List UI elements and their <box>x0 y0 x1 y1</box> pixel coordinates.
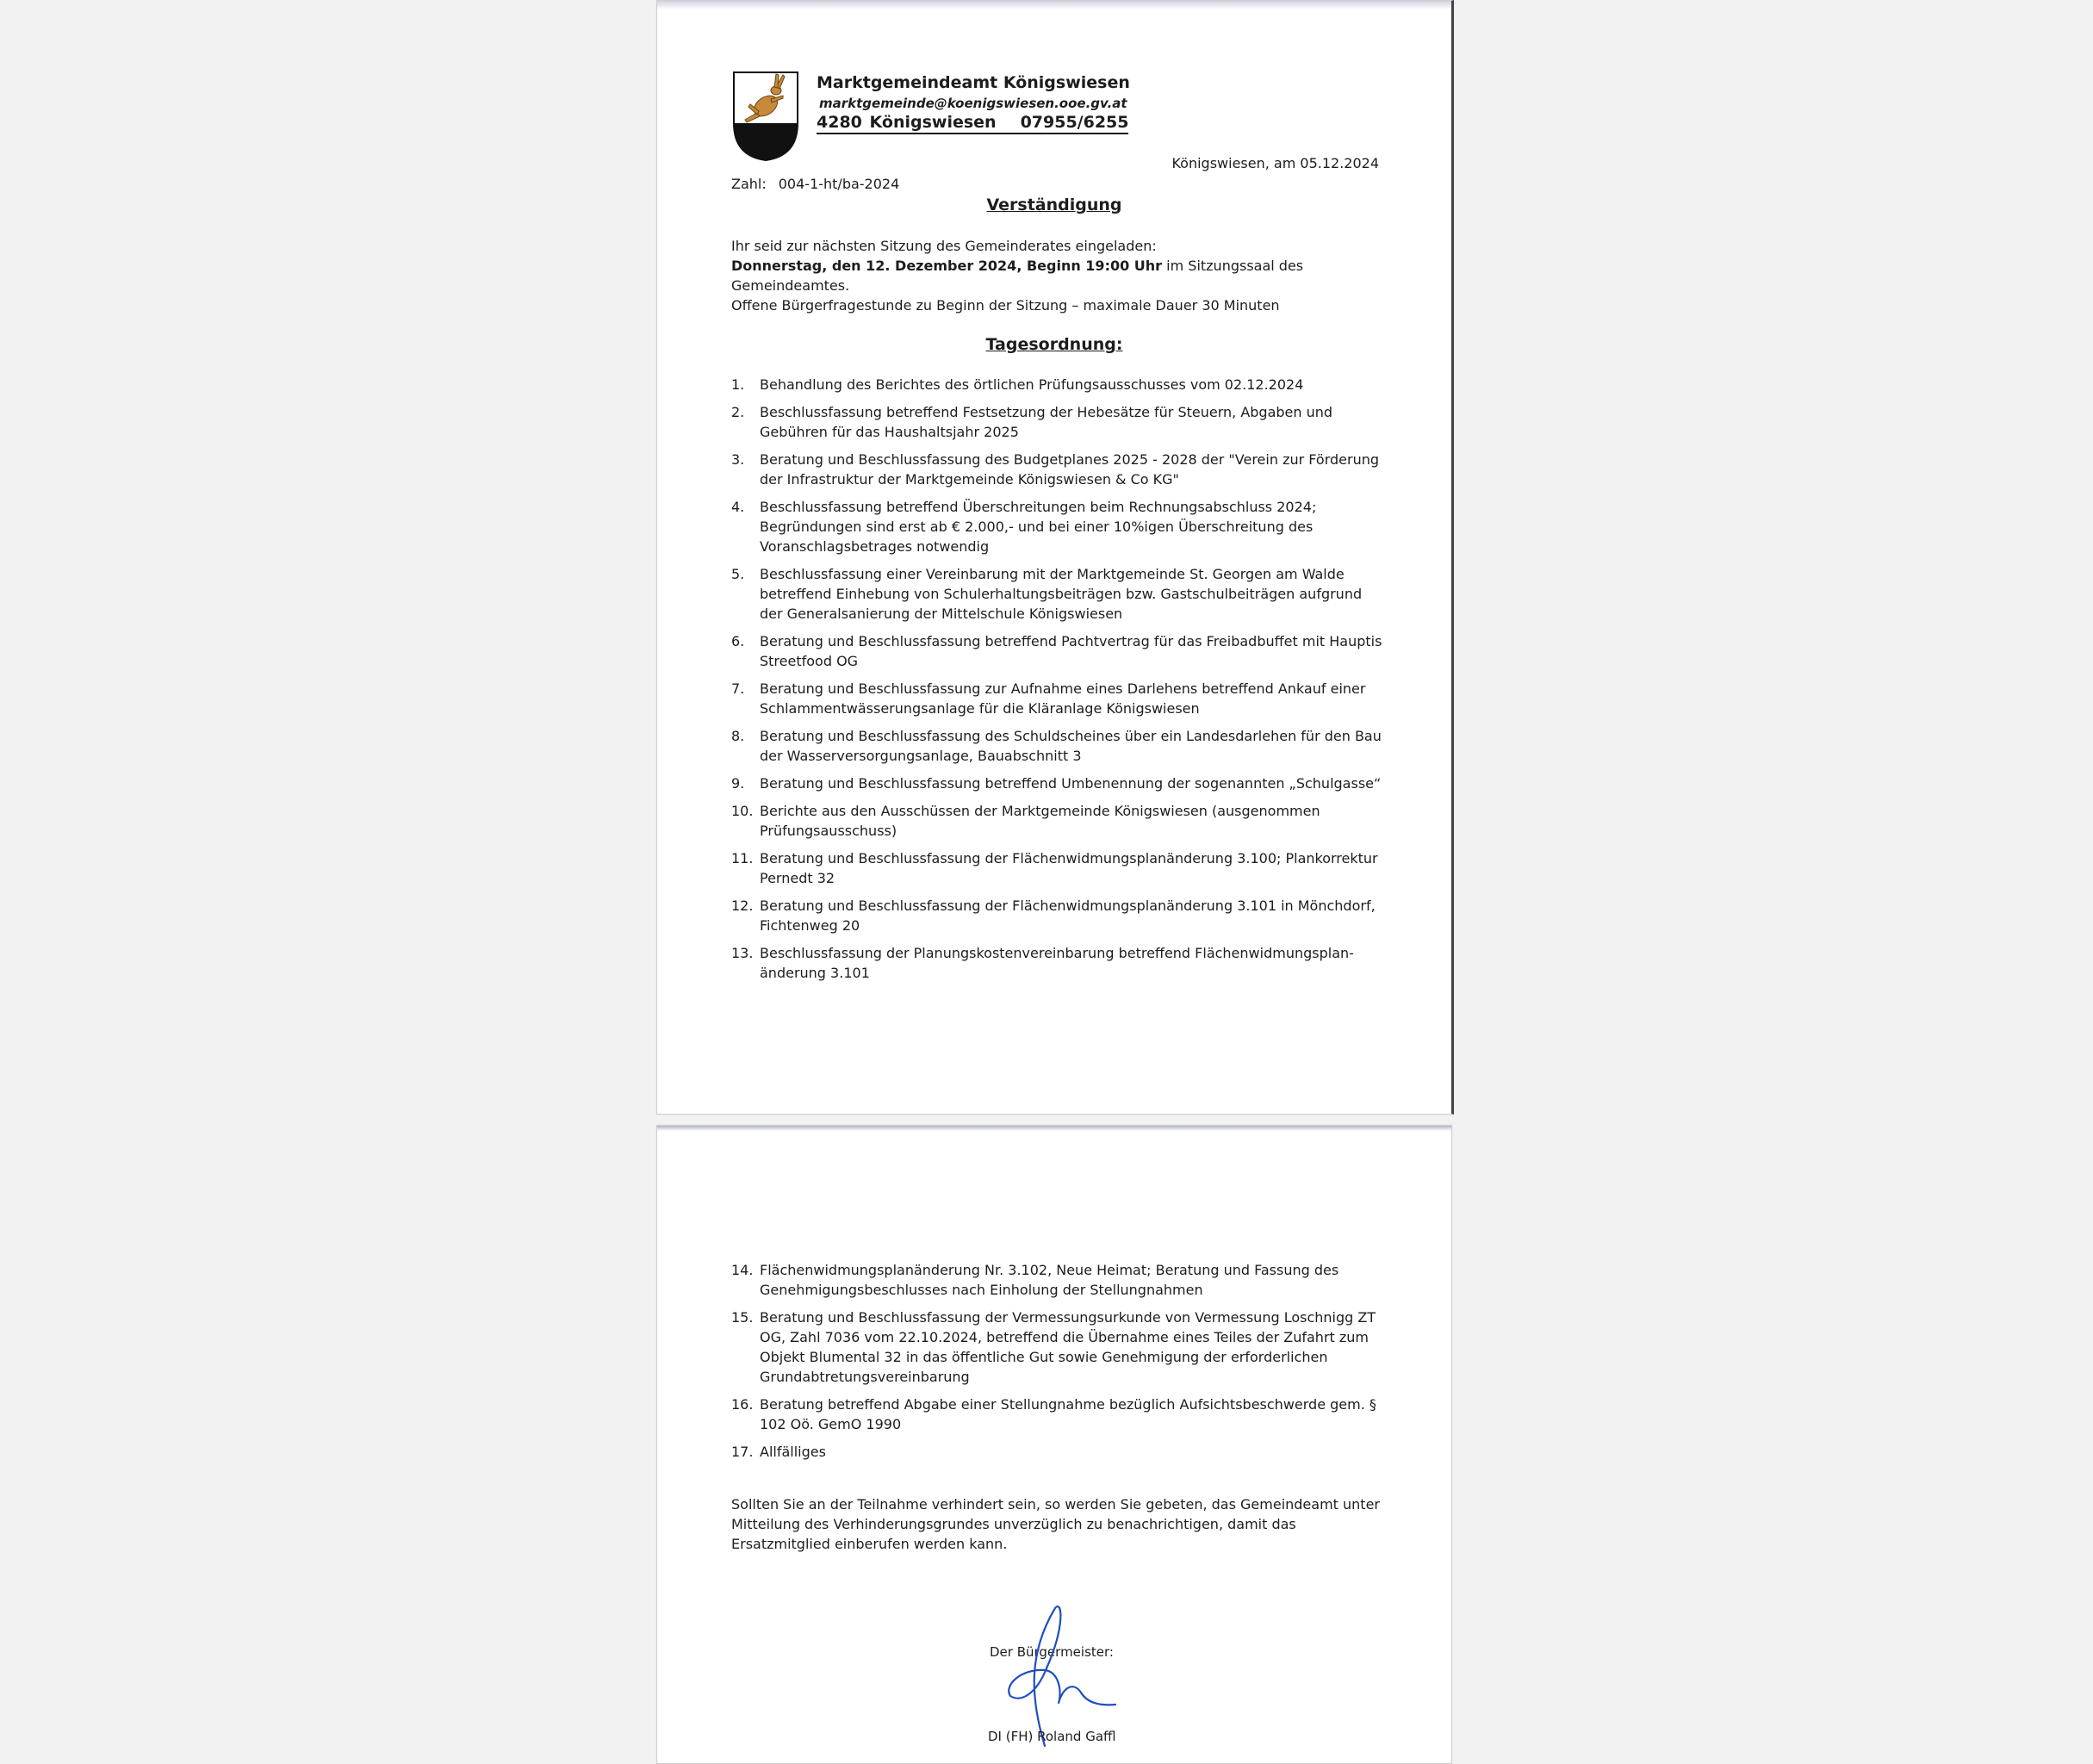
agenda-item-text: Beschlussfassung betreffend Überschreitungen beim Rechnungsabschluss 2024; Begründungen sind erst ab € 2.000,- und bei einer 10%igen Überschreitung des Voranschlagsbetrages notwendig <box>760 499 1317 555</box>
agenda-item <box>731 848 1382 888</box>
agenda-item-number: 14. <box>731 1262 754 1278</box>
agenda-item-number: 10. <box>731 803 754 819</box>
question-time-note: Offene Bürgerfragestunde zu Beginn der Sitzung – maximale Dauer 30 Minuten <box>731 297 1280 314</box>
reference-label: Zahl: <box>731 176 767 192</box>
agenda-item-number: 7. <box>731 680 745 697</box>
agenda-item <box>731 402 1382 442</box>
agenda-item <box>731 1442 1382 1462</box>
invitation-text <box>731 236 1382 295</box>
meeting-date: Donnerstag, den 12. Dezember 2024, Beginn 19:00 Uhr <box>731 258 1163 274</box>
document-title: Verständigung <box>986 196 1122 214</box>
phone-number: 07955/6255 <box>1020 113 1129 132</box>
signature-label: Der Bürgermeister: <box>990 1644 1114 1660</box>
agenda-item-number: 3. <box>731 451 745 468</box>
agenda-item-text: Allfälliges <box>760 1444 826 1460</box>
agenda-item-text: Behandlung des Berichtes des örtlichen Prüfungsausschusses vom 02.12.2024 <box>760 376 1304 393</box>
agenda-item-text: Beschlussfassung betreffend Festsetzung der Hebesätze für Steuern, Abgaben und Gebühren für das Haushaltsjahr 2025 <box>760 404 1333 440</box>
scan-edge <box>657 1126 1451 1131</box>
agenda-item-number: 9. <box>731 775 745 792</box>
agenda-item <box>731 1394 1382 1434</box>
agenda-item-text: Beschlussfassung einer Vereinbarung mit der Marktgemeinde St. Georgen am Walde betreffend Einhebung von Schulerhaltungsbeiträgen bzw. Gastschulbeiträgen aufgrund der Generalsanierung der Mittelschule Königswiesen <box>760 566 1363 622</box>
agenda-item-text: Berichte aus den Ausschüssen der Marktgemeinde Königswiesen (ausgenommen Prüfungsausschuss) <box>760 803 1320 839</box>
office-email: marktgemeinde@koenigswiesen.ooe.gv.at <box>819 96 1127 111</box>
agenda-item-number: 1. <box>731 376 745 393</box>
agenda-item <box>731 631 1382 671</box>
agenda-item-text: Beratung betreffend Abgabe einer Stellungnahme bezüglich Aufsichtsbeschwerde gem. § 102 Oö. GemO 1990 <box>760 1396 1376 1432</box>
agenda-title: Tagesordnung: <box>985 335 1123 354</box>
document-page-2 <box>656 1125 1452 1764</box>
agenda-item-number: 4. <box>731 499 745 515</box>
agenda-item-number: 8. <box>731 728 745 744</box>
agenda-item-number: 11. <box>731 850 754 866</box>
agenda-item-text: Beschlussfassung der Planungskostenvereinbarung betreffend Flächenwidmungsplan-änderung 3.101 <box>760 945 1354 981</box>
agenda-item <box>731 801 1382 841</box>
office-name: Marktgemeindeamt Königswiesen <box>817 73 1130 92</box>
agenda-item <box>731 1260 1382 1300</box>
reference-number <box>731 176 899 192</box>
closing-text: Sollten Sie an der Teilnahme verhindert sein, so werden Sie gebeten, das Gemeindeamt unter Mitteilung des Verhinderungsgrundes unverzüglich zu benachrichtigen, damit das Ersatzmitglied einberufen werden kann. <box>731 1496 1380 1552</box>
reference-value: 004-1-ht/ba-2024 <box>778 176 900 192</box>
agenda-item-number: 15. <box>731 1309 754 1326</box>
document-page-1 <box>656 0 1454 1115</box>
agenda-item-text: Beratung und Beschlussfassung des Schuldscheines über ein Landesdarlehen für den Bau der Wasserversorgungsanlage, Bauabschnitt 3 <box>760 728 1382 764</box>
agenda-item-text: Beratung und Beschlussfassung der Flächenwidmungsplanänderung 3.101 in Mönchdorf, Fichtenweg 20 <box>760 898 1376 934</box>
place-date: Königswiesen, am 05.12.2024 <box>1171 155 1379 171</box>
agenda-item-text: Beratung und Beschlussfassung betreffend Umbenennung der sogenannten „Schulgasse“ <box>760 775 1382 792</box>
agenda-item-text: Flächenwidmungsplanänderung Nr. 3.102, Neue Heimat; Beratung und Fassung des Genehmigungsbeschlusses nach Einholung der Stellungnahmen <box>760 1262 1339 1298</box>
agenda-item <box>731 497 1382 556</box>
agenda-item-number: 5. <box>731 566 745 582</box>
scan-edge <box>657 1 1451 9</box>
agenda-item <box>731 1307 1382 1387</box>
office-address <box>817 113 1128 134</box>
agenda-item <box>731 773 1382 793</box>
agenda-item-number: 16. <box>731 1396 754 1413</box>
meeting-location: im Sitzungssaal des Gemeindeamtes. <box>731 258 1304 294</box>
agenda-item <box>731 896 1382 935</box>
agenda-item-text: Beratung und Beschlussfassung betreffend Pachtvertrag für das Freibadbuffet mit Hauptis Streetfood OG <box>760 633 1382 669</box>
agenda-item-number: 13. <box>731 945 754 961</box>
invitation-line: Ihr seid zur nächsten Sitzung des Gemeinderates eingeladen: <box>731 238 1157 254</box>
mayor-name: DI (FH) Roland Gaffl <box>988 1729 1116 1744</box>
agenda-item <box>731 564 1382 624</box>
agenda-item-text: Beratung und Beschlussfassung der Vermessungsurkunde von Vermessung Loschnigg ZT OG, Zahl 7036 vom 22.10.2024, betreffend die Übernahme eines Teiles der Zufahrt zum Objekt Blumental 32 in das öffentliche Gut sowie Genehmigung der erforderlichen Grundabtretungsvereinbarung <box>760 1309 1376 1385</box>
agenda-list-page-1 <box>731 375 1382 991</box>
agenda-item-text: Beratung und Beschlussfassung der Flächenwidmungsplanänderung 3.100; Plankorrektur Pernedt 32 <box>760 850 1378 886</box>
agenda-item-number: 2. <box>731 404 745 420</box>
postcode-city: 4280 Königswiesen <box>817 113 997 132</box>
agenda-item-text: Beratung und Beschlussfassung des Budgetplanes 2025 - 2028 der "Verein zur Förderung der Infrastruktur der Marktgemeinde Königswiesen & Co KG" <box>760 451 1380 488</box>
coat-of-arms-hare-icon <box>731 70 800 163</box>
agenda-item <box>731 943 1382 983</box>
agenda-item <box>731 375 1382 394</box>
agenda-item <box>731 450 1382 489</box>
agenda-item-number: 12. <box>731 898 754 914</box>
agenda-item-number: 17. <box>731 1444 754 1460</box>
agenda-list-page-2 <box>731 1260 1382 1469</box>
agenda-item <box>731 679 1382 718</box>
agenda-item <box>731 726 1382 766</box>
agenda-item-text: Beratung und Beschlussfassung zur Aufnahme eines Darlehens betreffend Ankauf einer Schlammentwässerungsanlage für die Kläranlage Königswiesen <box>760 680 1366 717</box>
agenda-item-number: 6. <box>731 633 745 649</box>
